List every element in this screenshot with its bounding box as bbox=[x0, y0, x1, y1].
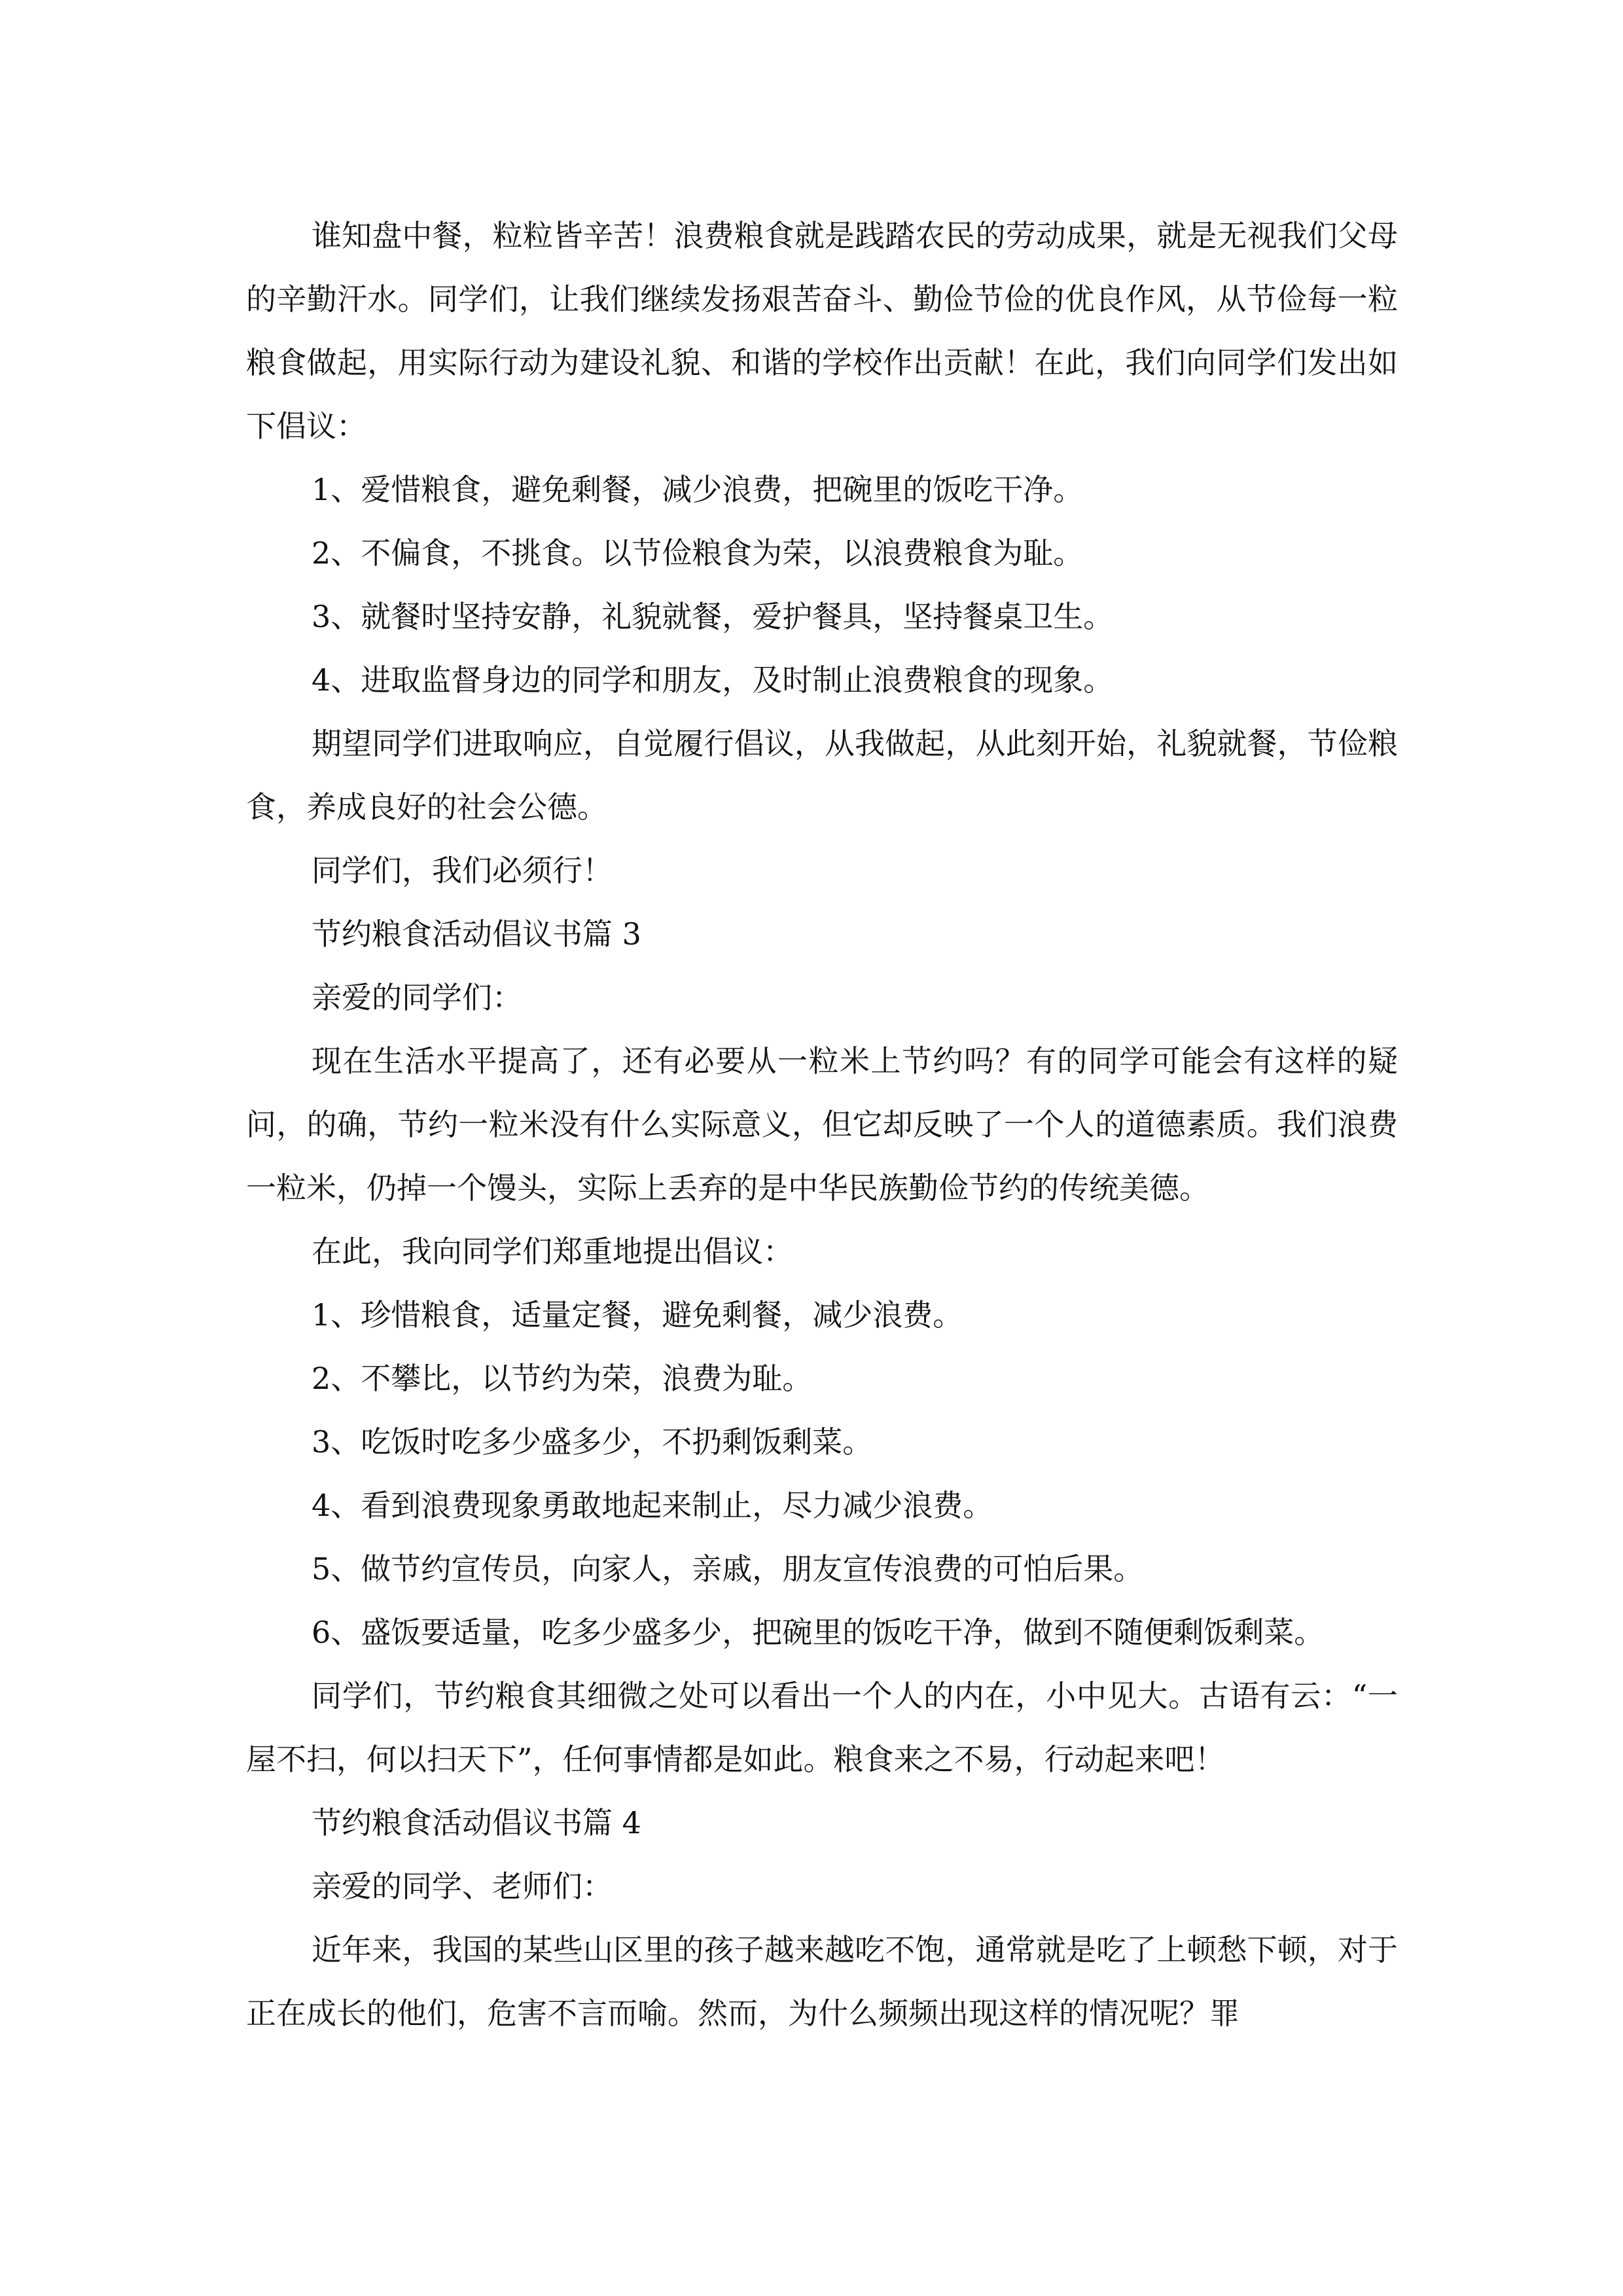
list-item: 1、爱惜粮食，避免剩餐，减少浪费，把碗里的饭吃干净。 bbox=[312, 472, 1084, 507]
salutation: 亲爱的同学们： bbox=[312, 980, 522, 1015]
list-item: 3、吃饭时吃多少盛多少，不扔剩饭剩菜。 bbox=[312, 1424, 873, 1460]
section-heading: 节约粮食活动倡议书篇 3 bbox=[312, 916, 641, 952]
list-item: 4、看到浪费现象勇敢地起来制止，尽力减少浪费。 bbox=[312, 1488, 993, 1523]
section-heading: 节约粮食活动倡议书篇 4 bbox=[312, 1805, 641, 1840]
list-item: 6、盛饭要适量，吃多少盛多少，把碗里的饭吃干净，做到不随便剩饭剩菜。 bbox=[312, 1615, 1325, 1650]
paragraph: 谁知盘中餐，粒粒皆辛苦！浪费粮食就是践踏农民的劳动成果，就是无视我们父母的辛勤汗水。同学们，让我们继续发扬艰苦奋斗、勤俭节俭的优良作风，从节俭每一粒粮食做起，用实际行动为建设礼貌、和谐的学校作出贡献！在此，我们向同学们发出如下倡议： bbox=[246, 218, 1398, 444]
salutation: 亲爱的同学、老师们： bbox=[312, 1869, 613, 1904]
document-body bbox=[246, 204, 1398, 2045]
list-item: 4、进取监督身边的同学和朋友，及时制止浪费粮食的现象。 bbox=[312, 662, 1114, 698]
list-item: 5、做节约宣传员，向家人，亲戚，朋友宣传浪费的可怕后果。 bbox=[312, 1551, 1144, 1587]
list-item: 3、就餐时坚持安静，礼貌就餐，爱护餐具，坚持餐桌卫生。 bbox=[312, 599, 1114, 634]
paragraph: 期望同学们进取响应，自觉履行倡议，从我做起，从此刻开始，礼貌就餐，节俭粮食，养成良好的社会公德。 bbox=[246, 726, 1398, 825]
list-item: 2、不偏食，不挑食。以节俭粮食为荣，以浪费粮食为耻。 bbox=[312, 535, 1084, 571]
list-item: 1、珍惜粮食，适量定餐，避免剩餐，减少浪费。 bbox=[312, 1297, 963, 1333]
paragraph: 近年来，我国的某些山区里的孩子越来越吃不饱，通常就是吃了上顿愁下顿，对于正在成长的他们，危害不言而喻。然而，为什么频频出现这样的情况呢？罪 bbox=[246, 1932, 1398, 2031]
list-item: 2、不攀比，以节约为荣，浪费为耻。 bbox=[312, 1361, 813, 1396]
paragraph: 现在生活水平提高了，还有必要从一粒米上节约吗？有的同学可能会有这样的疑问，的确，节约一粒米没有什么实际意义，但它却反映了一个人的道德素质。我们浪费一粒米，仍掉一个馒头，实际上丢弃的是中华民族勤俭节约的传统美德。 bbox=[246, 1043, 1398, 1206]
paragraph: 在此，我向同学们郑重地提出倡议： bbox=[312, 1234, 793, 1269]
paragraph: 同学们，节约粮食其细微之处可以看出一个人的内在，小中见大。古语有云：“一屋不扫，何以扫天下”，任何事情都是如此。粮食来之不易，行动起来吧！ bbox=[246, 1678, 1398, 1777]
paragraph: 同学们，我们必须行！ bbox=[312, 853, 613, 888]
